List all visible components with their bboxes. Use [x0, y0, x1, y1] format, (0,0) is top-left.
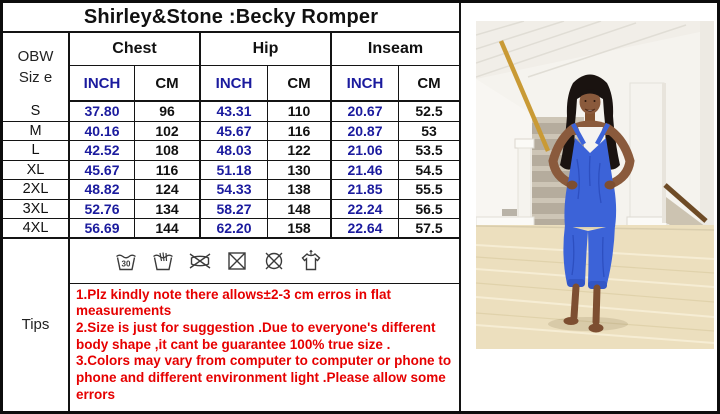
floor-shadow: [548, 317, 628, 331]
table-row: [3, 102, 459, 122]
unit-header-chest-inch: INCH: [70, 66, 135, 100]
cell-hip-cm: 116: [268, 122, 332, 141]
drip-dry-shirt-icon: [299, 249, 323, 273]
cell-chest-cm: 116: [135, 161, 201, 180]
table-row: [3, 219, 459, 239]
table-row: [3, 161, 459, 181]
cell-hip-inch: 54.33: [201, 180, 268, 199]
hand-wash-icon: [151, 249, 175, 273]
model-photo: [476, 21, 714, 349]
cell-inseam-inch: 21.46: [332, 161, 399, 180]
cell-hip-inch: 43.31: [201, 102, 268, 121]
cell-hip-cm: 158: [268, 219, 332, 237]
table-row: [3, 200, 459, 220]
cell-chest-inch: 48.82: [70, 180, 135, 199]
unit-header-hip-inch: INCH: [201, 66, 268, 100]
cell-size: XL: [3, 161, 70, 180]
size-header-line1: OBW: [17, 48, 54, 66]
cell-size: S: [3, 102, 70, 121]
do-not-tumble-dry-icon: [225, 249, 249, 273]
cell-inseam-cm: 53.5: [415, 142, 443, 159]
cell-hip-inch: 51.18: [201, 161, 268, 180]
left-foot: [564, 317, 579, 325]
cell-inseam-inch: 20.87: [332, 122, 399, 141]
tips-label: Tips: [3, 239, 70, 412]
tip-line-2: 2.Size is just for suggestion .Due to everyone's different body shape ,it cant be guarantee 100% true size .: [76, 319, 436, 352]
cell-hip-cm: 122: [268, 141, 332, 160]
column-header-hip: Hip: [201, 33, 332, 65]
cell-inseam-cm: 53: [421, 122, 437, 139]
cell-hip-inch: 62.20: [201, 219, 268, 237]
tips-text: [70, 284, 459, 412]
right-leg: [596, 288, 597, 322]
cell-inseam-inch: 22.24: [332, 200, 399, 219]
left-leg: [574, 287, 576, 317]
do-not-dry-clean-icon: [262, 249, 286, 273]
cell-inseam-cm: 54.5: [415, 161, 443, 178]
cell-size: 4XL: [3, 219, 70, 237]
cell-chest-inch: 37.80: [70, 102, 135, 121]
cell-hip-inch: 58.27: [201, 200, 268, 219]
cell-inseam-cm: 55.5: [415, 181, 443, 198]
photo-panel: [463, 3, 717, 411]
size-header-line2: Siz e: [18, 68, 53, 86]
cell-chest-inch: 45.67: [70, 161, 135, 180]
cell-chest-inch: 40.16: [70, 122, 135, 141]
newel-post: [518, 148, 531, 220]
care-icons-row: [70, 239, 459, 284]
size-column-header: [3, 33, 70, 102]
cell-size: L: [3, 141, 70, 160]
unit-header-inseam-cm: CM: [417, 74, 441, 92]
cell-inseam-inch: 21.06: [332, 141, 399, 160]
table-row: [3, 141, 459, 161]
cell-hip-inch: 48.03: [201, 141, 268, 160]
size-table: [3, 3, 461, 411]
cell-chest-cm: 96: [135, 102, 201, 121]
cell-inseam-cm: 57.5: [415, 219, 443, 236]
svg-text:30: 30: [121, 259, 131, 268]
tip-line-1: 1.Plz kindly note there allows±2-3 cm erros in flat measurements: [76, 286, 392, 319]
cell-chest-inch: 52.76: [70, 200, 135, 219]
table-row: [3, 180, 459, 200]
cell-chest-cm: 124: [135, 180, 201, 199]
right-hand: [605, 181, 616, 190]
table-header: [3, 33, 459, 102]
cell-hip-cm: 130: [268, 161, 332, 180]
unit-header-chest-cm: CM: [135, 66, 201, 100]
cell-inseam-inch: 20.67: [332, 102, 399, 121]
cell-chest-cm: 108: [135, 141, 201, 160]
left-hand: [567, 181, 578, 190]
cell-chest-cm: 102: [135, 122, 201, 141]
cell-chest-cm: 144: [135, 219, 201, 237]
cell-inseam-cm: 56.5: [415, 200, 443, 217]
cell-hip-cm: 148: [268, 200, 332, 219]
cell-size: M: [3, 122, 70, 141]
cell-chest-inch: 42.52: [70, 141, 135, 160]
cell-size: 2XL: [3, 180, 70, 199]
cell-chest-inch: 56.69: [70, 219, 135, 237]
cell-inseam-cm: 52.5: [415, 103, 443, 120]
page-title: Shirley&Stone :Becky Romper: [3, 3, 459, 33]
cell-hip-inch: 45.67: [201, 122, 268, 141]
cell-hip-cm: 110: [268, 102, 332, 121]
table-row: [3, 122, 459, 142]
column-header-chest: Chest: [70, 33, 201, 65]
unit-header-hip-cm: CM: [268, 66, 332, 100]
cell-inseam-inch: 22.64: [332, 219, 399, 237]
cell-size: 3XL: [3, 200, 70, 219]
unit-header-inseam-inch: INCH: [332, 66, 399, 100]
do-not-wring-icon: [188, 249, 212, 273]
hand-wash-30-icon: [114, 249, 138, 273]
right-foot: [589, 324, 604, 333]
cell-hip-cm: 138: [268, 180, 332, 199]
tip-line-3: 3.Colors may vary from computer to computer or phone to phone and different environment light .Please allow some errors: [76, 353, 452, 402]
column-header-inseam: Inseam: [367, 40, 424, 57]
cell-inseam-inch: 21.85: [332, 180, 399, 199]
size-rows: [3, 102, 459, 239]
cell-chest-cm: 134: [135, 200, 201, 219]
